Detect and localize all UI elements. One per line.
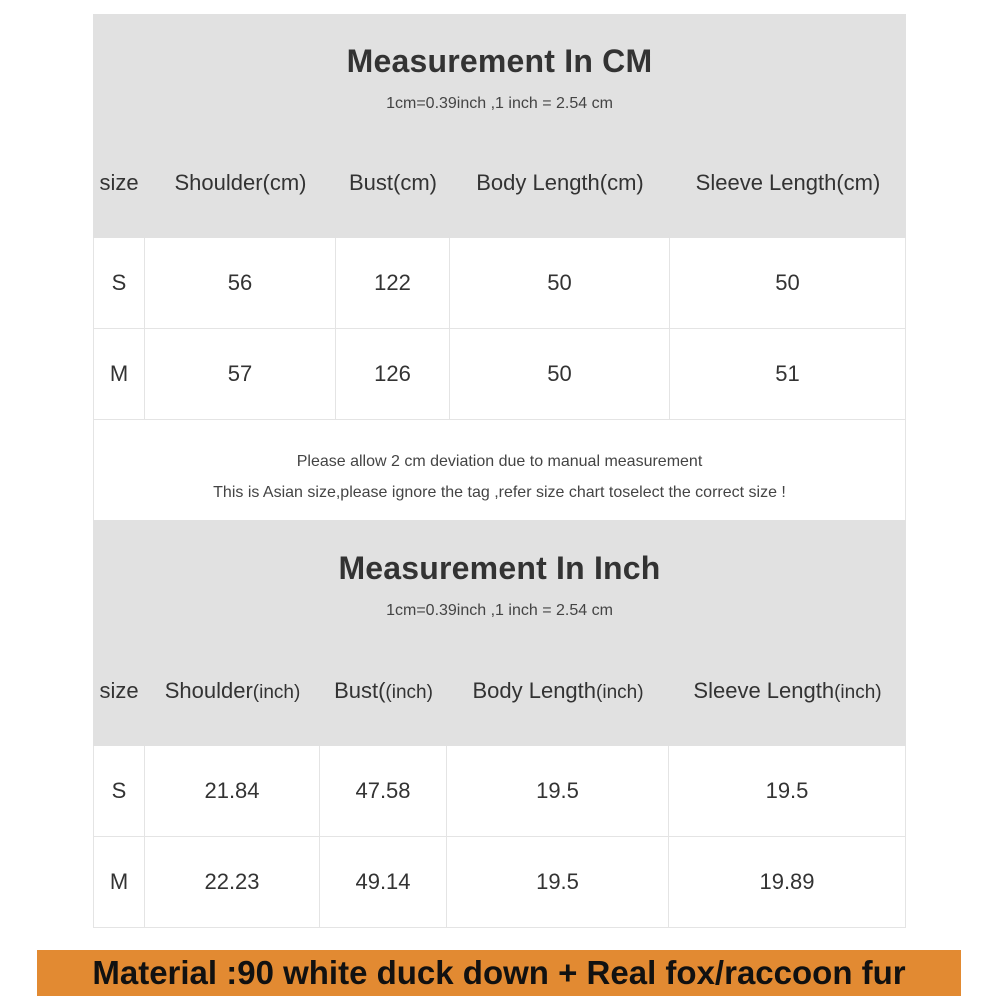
inch-header-body-length: Body Length(inch) [472,678,644,703]
sleeve-length-cell: 51 [670,329,906,419]
inch-chart-title: Measurement In Inch [338,550,661,586]
size-cell: S [93,746,145,836]
body-length-cell: 50 [450,238,670,328]
inch-header-size: size [99,678,139,703]
cm-header-size: size [99,170,139,195]
shoulder-cell: 21.84 [145,746,320,836]
body-length-cell: 19.5 [447,837,669,927]
asian-size-note: This is Asian size,please ignore the tag ,refer size chart toselect the correct size ! [213,484,786,501]
sleeve-length-cell: 19.5 [669,746,906,836]
table-row [93,837,906,928]
cm-chart-title: Measurement In CM [346,43,653,79]
cm-header-body-length: Body Length(cm) [476,170,644,195]
bust-cell: 49.14 [320,837,447,927]
table-row [93,329,906,420]
body-length-cell: 19.5 [447,746,669,836]
size-cell: M [93,329,145,419]
inch-header-sleeve-length: Sleeve Length(inch) [693,678,882,703]
measurement-notes [93,420,906,522]
cm-chart-header [93,14,906,238]
inch-header-shoulder: Shoulder(inch) [164,678,301,703]
inch-conversion-note: 1cm=0.39inch ,1 inch = 2.54 cm [386,602,613,619]
sleeve-length-cell: 50 [670,238,906,328]
shoulder-cell: 22.23 [145,837,320,927]
sleeve-length-cell: 19.89 [669,837,906,927]
inch-chart-header [93,520,906,746]
cm-header-shoulder: Shoulder(cm) [174,170,307,195]
shoulder-cell: 56 [145,238,336,328]
material-banner: Material :90 white duck down + Real fox/raccoon fur [37,950,961,996]
body-length-cell: 50 [450,329,670,419]
cm-header-bust: Bust(cm) [349,170,437,195]
table-row [93,238,906,329]
size-cell: S [93,238,145,328]
cm-header-sleeve-length: Sleeve Length(cm) [695,170,881,195]
inch-header-bust: Bust((inch) [334,678,433,703]
bust-cell: 47.58 [320,746,447,836]
inch-column-headers [93,678,906,718]
inch-size-chart [93,520,906,928]
deviation-note: Please allow 2 cm deviation due to manual measurement [296,453,703,470]
cm-size-chart [93,14,906,522]
cm-column-headers [93,170,906,210]
shoulder-cell: 57 [145,329,336,419]
size-cell: M [93,837,145,927]
bust-cell: 122 [336,238,450,328]
table-row [93,746,906,837]
bust-cell: 126 [336,329,450,419]
cm-conversion-note: 1cm=0.39inch ,1 inch = 2.54 cm [386,95,613,112]
